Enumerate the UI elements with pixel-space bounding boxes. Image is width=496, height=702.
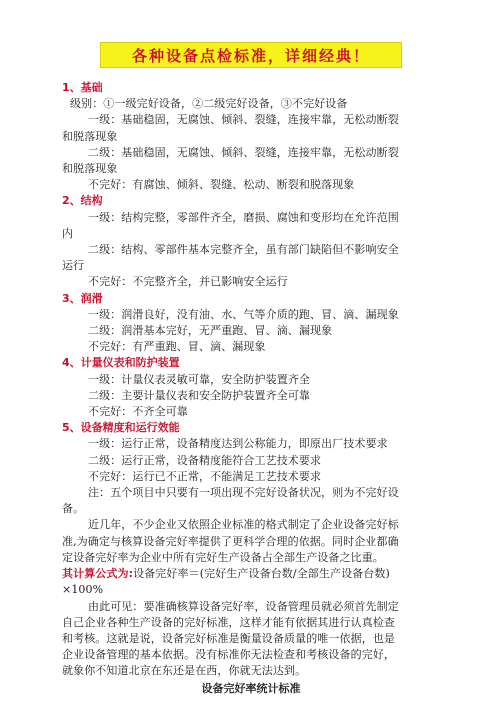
- paragraph-line: 和考核。这就是说，设备完好标准是衡量设备质量的唯一依据，也是: [62, 631, 395, 645]
- section-line: 不完好：运行已不正常，不能满足工艺技术要求: [88, 469, 322, 483]
- section-line: 备。: [62, 502, 85, 516]
- section-line: 一级：基础稳固，无腐蚀、倾斜、裂缝，连接牢靠，无松动断裂: [88, 113, 399, 127]
- formula-line: [62, 566, 440, 582]
- section-heading: 5、设备精度和运行效能: [62, 421, 180, 435]
- banner-title: 各种设备点检标准，详细经典！: [131, 46, 370, 65]
- section-line: 二级：基础稳固，无腐蚀、倾斜、裂缝，连接牢靠，无松动断裂: [88, 145, 399, 159]
- section-line: 一级：润滑良好，没有油、水、气等介质的跑、冒、滴、漏现象: [88, 307, 399, 321]
- section-line: 不完好：有严重跑、冒、滴、漏现象: [88, 340, 266, 354]
- section-line: 不完好：不完整齐全，并已影响安全运行: [88, 275, 288, 289]
- paragraph-line: 自己企业各种生产设备的完好标准，这样才能有依据其进行认真检查: [62, 615, 395, 629]
- section-line: 注：五个项目中只要有一项出现不完好设备状况，则为不完好设: [88, 486, 399, 500]
- section-line: 一级：计量仪表灵敏可靠，安全防护装置齐全: [88, 372, 310, 386]
- paragraph-line: 由此可见：要准确核算设备完好率，设备管理员就必须首先制定: [88, 599, 399, 613]
- section-line: 一级：结构完整，零部件齐全，磨损、腐蚀和变形均在允许范围: [88, 210, 399, 224]
- formula-continuation: ×100%: [62, 583, 104, 597]
- formula-text: 设备完好率＝(完好生产设备台数/全部生产设备台数): [133, 567, 390, 581]
- paragraph-line: 企业设备管理的基本依据。没有标准你无法检查和考核设备的完好，: [62, 648, 395, 662]
- section-line: 级别：①一级完好设备，②二级完好设备，③不完好设备: [70, 97, 348, 111]
- section-heading: 3、润滑: [62, 291, 103, 305]
- footer-title: 设备完好率统计标准: [201, 681, 301, 695]
- section-line: 一级：运行正常，设备精度达到公称能力，即原出厂技术要求: [88, 437, 388, 451]
- section-heading: 4、计量仪表和防护装置: [62, 356, 180, 370]
- section-line: 二级：润滑基本完好，无严重跑、冒、滴、漏现象: [88, 324, 333, 338]
- section-line: 二级：结构、零部件基本完整齐全，虽有部门缺陷但不影响安全: [88, 243, 399, 257]
- section-heading: 1、基础: [62, 81, 103, 94]
- formula-lead: 其计算公式为:: [62, 567, 134, 581]
- paragraph-line: 就象你不知道北京在东还是在西，你就无法达到。: [62, 664, 307, 678]
- section-line: 二级：运行正常，设备精度能符合工艺技术要求: [88, 453, 322, 467]
- section-heading: 2、结构: [62, 194, 103, 208]
- section-line: 运行: [62, 259, 85, 273]
- title-banner: [100, 42, 402, 68]
- paragraph-line: 近几年，不少企业又依照企业标准的格式制定了企业设备完好标: [88, 518, 399, 532]
- paragraph-line: 定设备完好率为企业中所有完好生产设备占全部生产设备之比重。: [62, 550, 384, 564]
- section-line: 二级：主要计量仪表和安全防护装置齐全可靠: [88, 388, 310, 402]
- section-line: 内: [62, 226, 74, 240]
- section-line: 不完好：不齐全可靠: [88, 405, 188, 419]
- section-line: 和脱落现象: [62, 129, 118, 143]
- paragraph-line: 准,为确定与核算设备完好率提供了更科学合理的依据。同时企业都确: [62, 534, 399, 548]
- document-body: [62, 80, 440, 697]
- section-line: 不完好：有腐蚀、倾斜、裂缝、松动、断裂和脱落现象: [88, 178, 355, 192]
- section-line: 和脱落现象: [62, 162, 118, 176]
